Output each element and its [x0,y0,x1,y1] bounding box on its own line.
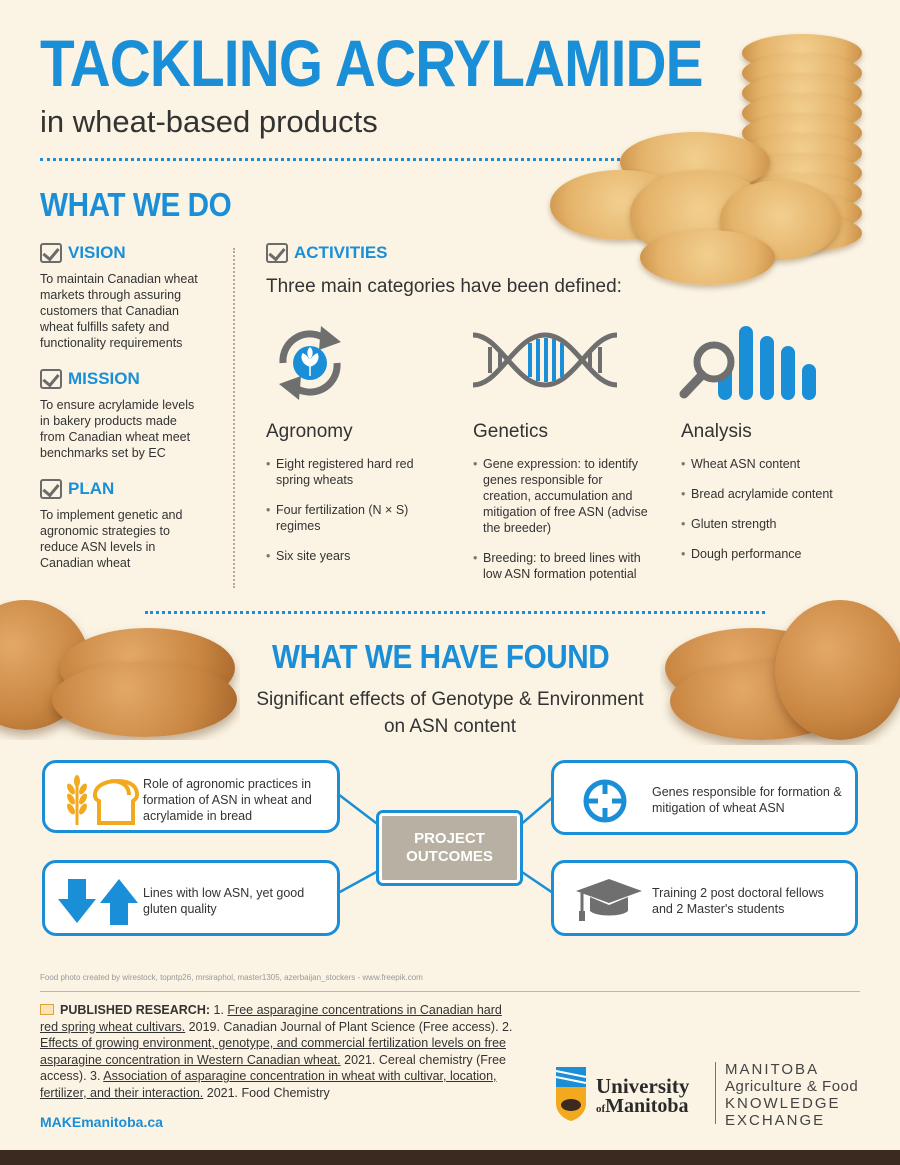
list-item: • Breeding: to breed lines with low ASN formation potential [473,550,653,582]
page-subtitle: in wheat-based products [40,104,378,139]
analysis-title: Analysis [681,421,752,442]
make-logo-line: EXCHANGE [725,1112,826,1129]
mission-label: MISSION [68,369,140,388]
university-wordmark [596,1076,689,1119]
outcome-box-genes [551,760,858,835]
make-logo-line: MANITOBA [725,1061,820,1078]
footer-divider [40,991,860,992]
outcome-box-agronomic [42,760,340,833]
research-text: 1. [210,1003,228,1017]
plan-text: To implement genetic and agronomic strategies to reduce ASN levels in Canadian wheat [40,508,183,570]
research-link-3[interactable]: Association of asparagine concentration in wheat with cultivar, location, fertilizer, and their interaction. [40,1069,497,1100]
published-research [40,1002,520,1101]
vision-label: VISION [68,243,126,262]
um-line2: Manitoba [605,1095,689,1117]
activities-label: ACTIVITIES [294,243,388,262]
plan-label: PLAN [68,479,115,498]
found-summary-line: Significant effects of Genotype & Environment [256,689,644,710]
wheat-bread-icon [55,773,140,825]
make-logo-line: Agriculture & Food [725,1078,859,1095]
make-logo-line: KNOWLEDGE [725,1095,841,1112]
um-of: of [596,1103,606,1115]
found-heading: WHAT WE HAVE FOUND [272,638,610,675]
list-item: • Four fertilization (N × S) regimes [266,502,416,534]
research-text: 2021. Cereal chemistry (Free access). 3. [40,1052,506,1083]
activities-intro: Three main categories have been defined: [266,276,622,297]
list-item: • Six site years [266,548,416,564]
crosshair-icon [582,778,628,824]
outcome-text: Genes responsible for formation & mitigation of wheat ASN [652,785,842,815]
list-item: • Eight registered hard red spring wheats [266,456,416,488]
project-outcomes-line: OUTCOMES [406,848,493,865]
research-link-1[interactable]: Free asparagine concentrations in Canadian hard red spring wheat cultivars. [40,1003,502,1034]
make-logo [725,1061,858,1129]
list-item: • Wheat ASN content [681,456,861,472]
outcome-box-lines [42,860,340,936]
website-link[interactable]: MAKEmanitoba.ca [40,1114,163,1130]
research-text: 2019. Canadian Journal of Plant Science (Free access). 2. [185,1019,513,1034]
outcome-box-training [551,860,858,936]
list-item: • Gene expression: to identify genes responsible for creation, accumulation and mitigation of free ASN (advise the breeder) [473,456,653,536]
make-logo-rule [715,1062,716,1124]
research-link-2[interactable]: Effects of growing environment, genotype, and commercial fertilization levels on free asparagine concentration in Western Canadian wheat. [40,1036,506,1067]
photo-credit: Food photo created by wirestock, topntp26, mrsiraphol, master1305, azerbaijan_stockers - www.freepik.com [40,973,423,982]
research-text: 2021. Food Chemistry [203,1085,330,1100]
university-shield-icon [552,1063,590,1123]
list-item: • Bread acrylamide content [681,486,861,502]
project-outcomes-line: PROJECT [414,830,485,847]
found-summary-line: on ASN content [383,716,517,737]
genetics-title: Genetics [473,421,548,442]
outcome-text: Role of agronomic practices in formation of ASN in wheat and acrylamide in bread [143,777,312,823]
um-line1: University [596,1074,690,1098]
agronomy-title: Agronomy [266,421,353,442]
outcome-text: Training 2 post doctoral fellows and 2 Master's students [652,886,824,916]
footer-bar [0,1150,900,1165]
list-item: • Dough performance [681,546,861,562]
list-item: • Gluten strength [681,516,861,532]
outcome-text: Lines with low ASN, yet good gluten quality [143,886,305,916]
research-label: PUBLISHED RESEARCH: [60,1003,211,1017]
vision-text: To maintain Canadian wheat markets through assuring customers that Canadian wheat fulfills safety and functionality requirements [40,272,198,350]
up-down-arrows-icon [58,879,138,925]
project-outcomes-badge [379,813,520,883]
page-title: TACKLING ACRYLAMIDE [40,26,703,100]
what-we-do-heading: WHAT WE DO [40,186,232,223]
mission-text: To ensure acrylamide levels in bakery products made from Canadian wheat meet benchmarks set by EC [40,398,195,460]
graduation-cap-icon [574,877,644,925]
